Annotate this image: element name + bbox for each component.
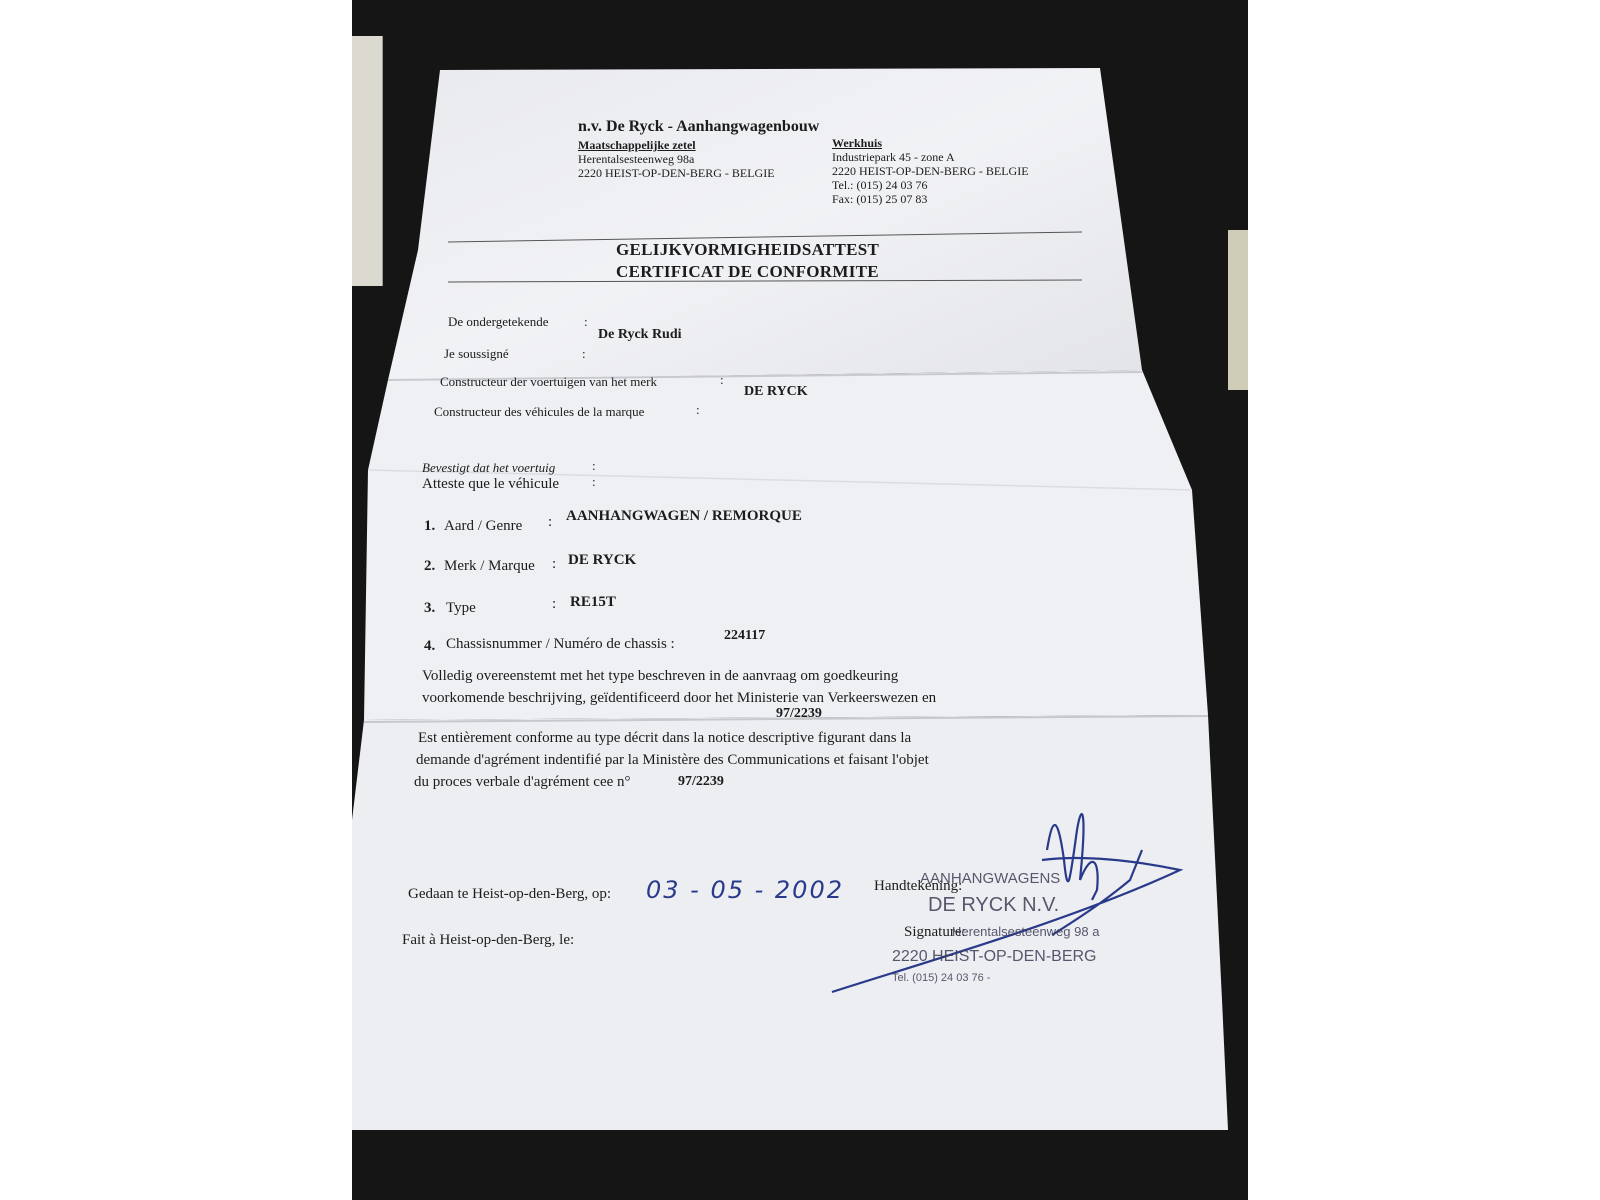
paragraph-fr-line: demande d'agrément indentifié par la Ministère des Communications et faisant l'objet — [416, 752, 929, 768]
title-nl: GELIJKVORMIGHEIDSATTEST — [616, 240, 880, 259]
colon: : — [592, 474, 596, 489]
item-value: AANHANGWAGEN / REMORQUE — [566, 508, 802, 524]
confirms-label-fr: Atteste que le véhicule — [422, 476, 560, 492]
colon: : — [552, 556, 557, 572]
colon: : — [696, 402, 700, 417]
signatory-label-nl: De ondergetekende — [448, 314, 549, 329]
item-number: 2. — [424, 558, 436, 574]
stamp-line: AANHANGWAGENS — [920, 870, 1061, 887]
signature-label-nl: Handtekening: — [874, 878, 963, 894]
paragraph-nl-line: voorkomende beschrijving, geïdentificeerd door het Ministerie van Verkeerswezen en — [422, 690, 937, 706]
colon: : — [548, 514, 553, 530]
confirms-label-nl: Bevestigt dat het voertuig — [422, 460, 556, 475]
colon: : — [582, 346, 586, 361]
title-fr: CERTIFICAT DE CONFORMITE — [616, 262, 879, 281]
item-number: 4. — [424, 638, 436, 654]
works-line: Fax: (015) 25 07 83 — [832, 192, 928, 206]
works-line: 2220 HEIST-OP-DEN-BERG - BELGIE — [832, 164, 1029, 178]
seat-heading: Maatschappelijke zetel — [578, 138, 696, 152]
seat-line: Herentalsesteenweg 98a — [578, 152, 695, 166]
works-line: Tel.: (015) 24 03 76 — [832, 178, 928, 192]
done-label-fr: Fait à Heist-op-den-Berg, le: — [402, 932, 575, 948]
signatory-value: De Ryck Rudi — [598, 327, 682, 342]
item-label: Aard / Genre — [444, 518, 523, 534]
paper-shape — [352, 0, 1248, 1200]
works-line: Industriepark 45 - zone A — [832, 150, 955, 164]
colon: : — [592, 458, 596, 473]
handwritten-date: 03 - 05 - 2002 — [646, 876, 844, 904]
signatory-label-fr: Je soussigné — [444, 346, 509, 361]
stamp-line: 2220 HEIST-OP-DEN-BERG — [892, 948, 1097, 965]
approval-number: 97/2239 — [678, 774, 724, 789]
certificate-paper — [352, 0, 1248, 1200]
stamp-line: Tel. (015) 24 03 76 - — [892, 972, 991, 984]
seat-line: 2220 HEIST-OP-DEN-BERG - BELGIE — [578, 166, 775, 180]
paragraph-nl-line: Volledig overeenstemt met het type beschreven in de aanvraag om goedkeuring — [422, 668, 899, 684]
item-value: 224117 — [724, 628, 766, 643]
company-name: n.v. De Ryck - Aanhangwagenbouw — [578, 118, 820, 135]
stamp-line: Herentalsesteenweg 98 a — [952, 924, 1100, 939]
constructor-label-nl: Constructeur der voertuigen van het merk — [440, 374, 657, 389]
item-number: 1. — [424, 518, 436, 534]
paragraph-fr-line: Est entièrement conforme au type décrit dans la notice descriptive figurant dans la — [418, 730, 912, 746]
item-number: 3. — [424, 600, 436, 616]
item-value: RE15T — [570, 594, 616, 610]
document-photo — [352, 0, 1248, 1200]
paragraph-nl-number: 97/2239 — [776, 706, 822, 718]
colon: : — [552, 596, 557, 612]
colon: : — [584, 314, 588, 329]
stamp-line: DE RYCK N.V. — [928, 894, 1060, 916]
item-label: Type — [446, 600, 476, 616]
item-label: Merk / Marque — [444, 558, 535, 574]
constructor-label-fr: Constructeur des véhicules de la marque — [434, 404, 645, 419]
works-heading: Werkhuis — [832, 136, 883, 150]
item-label: Chassisnummer / Numéro de chassis : — [446, 636, 675, 652]
constructor-value: DE RYCK — [744, 384, 808, 399]
signature-label-fr: Signature: — [904, 924, 966, 940]
item-value: DE RYCK — [568, 552, 637, 568]
colon: : — [720, 372, 724, 387]
paragraph-fr-line: du proces verbale d'agrément cee n° — [414, 774, 631, 790]
done-label-nl: Gedaan te Heist-op-den-Berg, op: — [408, 886, 611, 902]
